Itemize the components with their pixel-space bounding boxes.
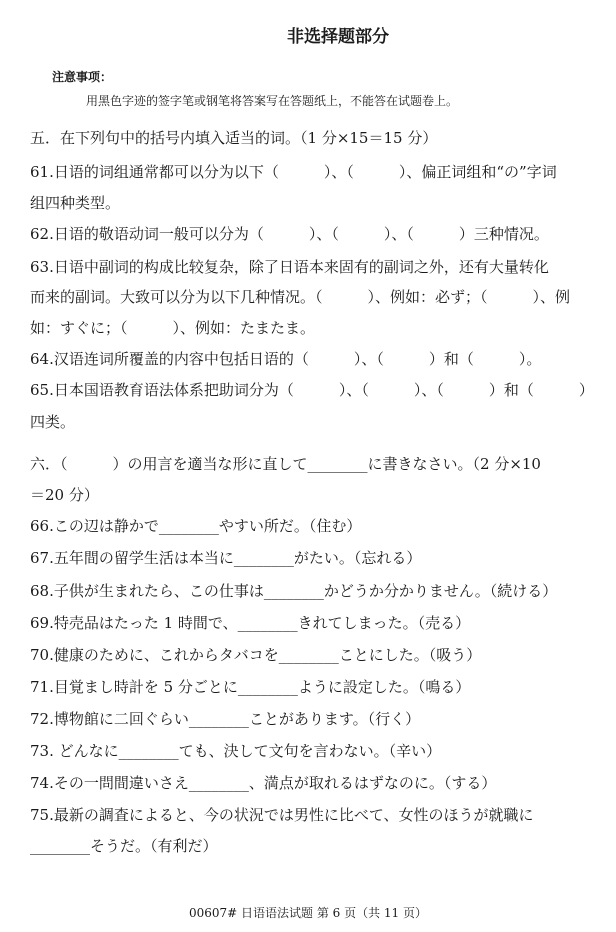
question-66: 66.この辺は静かで________やすい所だ。（住む） — [30, 517, 362, 535]
question-61: 61.日语的词组通常都可以分为以下（ ）、（ ）、偏正词组和“の”字词 — [30, 163, 557, 181]
question-63: 63.日语中副词的构成比较复杂，除了日语本来固有的副词之外，还有大量转化 — [30, 258, 549, 276]
question-63-cont-1: 而来的副词。大致可以分为以下几种情况。（ ）、例如：必ず；（ ）、例 — [30, 288, 571, 306]
question-64: 64.汉语连词所覆盖的内容中包括日语的（ ）、（ ）和（ ）。 — [30, 350, 542, 368]
question-71: 71.目覚まし時計を 5 分ごとに________ように設定した。（鳴る） — [30, 678, 471, 696]
question-70: 70.健康のために、これからタバコを________ことにした。（吸う） — [30, 646, 482, 664]
question-67: 67.五年間の留学生活は本当に________がたい。（忘れる） — [30, 549, 422, 567]
question-74: 74.その一問間違いさえ________、満点が取れるはずなのに。（する） — [30, 774, 497, 792]
question-68: 68.子供が生まれたら、この仕事は________かどうか分かりません。（続ける） — [30, 582, 558, 600]
question-65-cont: 四类。 — [30, 413, 76, 431]
question-73: 73. どんなに________ても、決して文句を言わない。（辛い） — [30, 742, 442, 760]
section-five-heading: 五．在下列句中的括号内填入适当的词。（1 分×15＝15 分） — [30, 129, 438, 147]
question-69: 69.特売品はたった 1 時間で、________きれてしまった。（売る） — [30, 614, 471, 632]
question-72: 72.博物館に二回ぐらい________ことがあります。（行く） — [30, 710, 421, 728]
question-63-cont-2: 如：すぐに；（ ）、例如：たまたま。 — [30, 319, 316, 337]
section-six-heading: 六．（ ）の用言を適当な形に直して________に書きなさい。（2 分×10 — [30, 455, 541, 473]
question-75-cont: ________そうだ。（有利だ） — [30, 837, 218, 855]
section-six-heading-cont: ＝20 分） — [30, 486, 99, 504]
notice-body: 用黑色字迹的签字笔或钢笔将答案写在答题纸上，不能答在试题卷上。 — [86, 94, 459, 108]
question-61-cont: 组四种类型。 — [30, 194, 121, 212]
page-footer: 00607# 日语语法试题 第 6 页（共 11 页） — [188, 906, 428, 920]
section-title: 非选择题部分 — [287, 27, 389, 47]
question-62: 62.日语的敬语动词一般可以分为（ ）、（ ）、（ ）三种情况。 — [30, 225, 549, 243]
notice-heading: 注意事项： — [52, 70, 113, 84]
question-65: 65.日本国语教育语法体系把助词分为（ ）、（ ）、（ ）和（ ） — [30, 381, 594, 399]
question-75: 75.最新の調査によると、今の状況では男性に比べて、女性のほうが就職に — [30, 806, 534, 824]
